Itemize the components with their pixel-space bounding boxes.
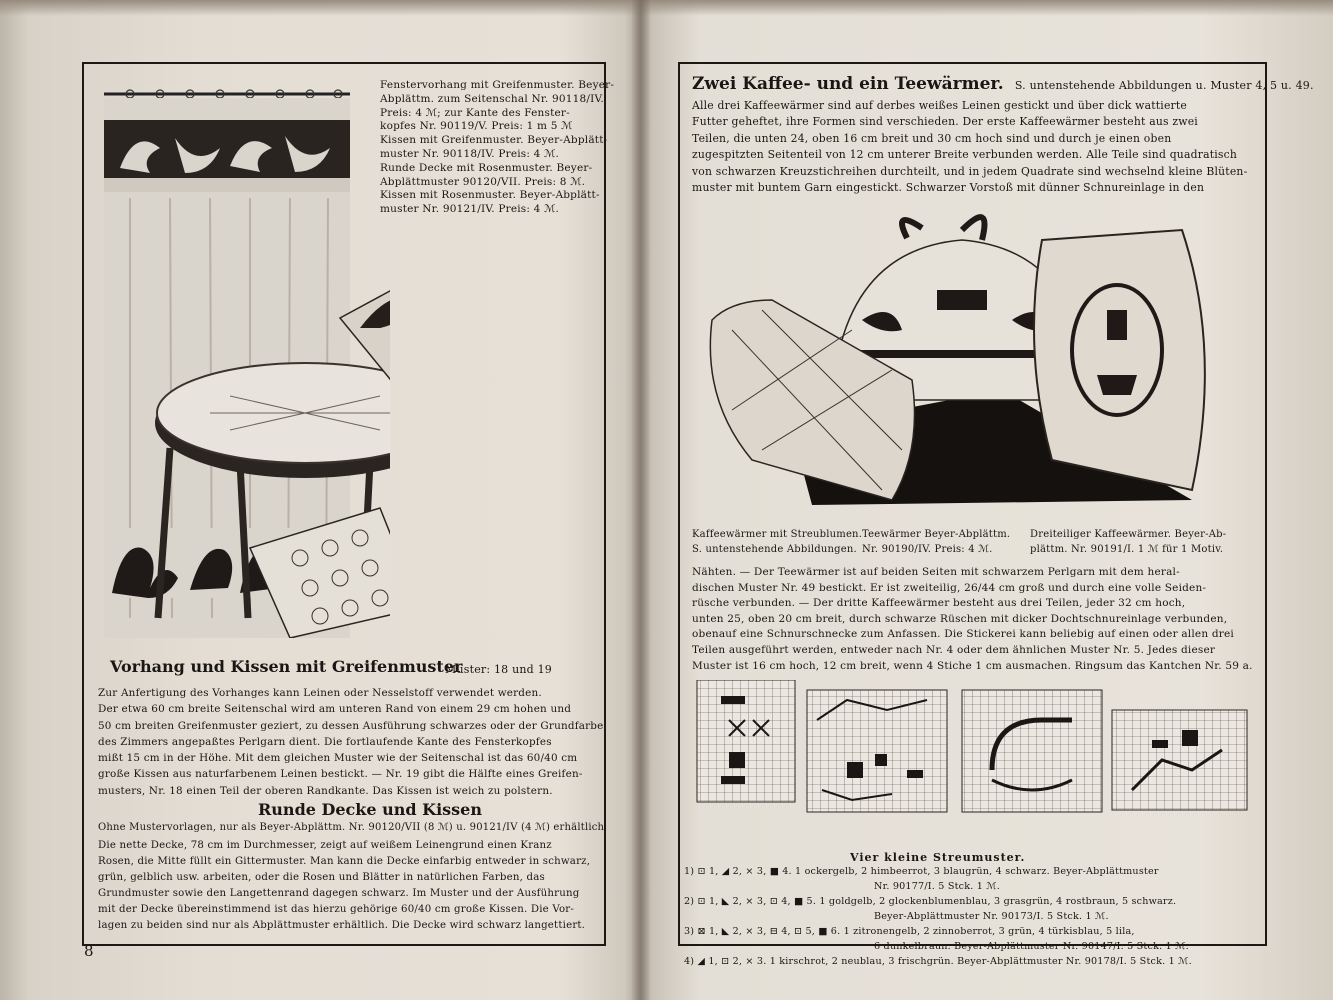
body-line: grün, gelblich usw. arbeiten, oder die Rosen und Blätter in natürlichen Farben, das	[98, 872, 545, 883]
body-line: Der etwa 60 cm breite Seitenschal wird am unteren Rand von einem 29 cm hohen und	[98, 703, 572, 716]
legend-line: 1) ⊡ 1, ◢ 2, × 3, ■ 4. 1 ockergelb, 2 himbeerrot, 3 blaugrün, 4 schwarz. Beyer-Abplättmuster	[684, 866, 1159, 877]
figure-caption	[1030, 527, 1226, 557]
right-headline-row	[692, 74, 1314, 94]
pattern-grid-2	[807, 690, 947, 812]
caption-line: muster Nr. 90118/IV. Preis: 4 ℳ.	[380, 147, 560, 160]
body-line: Grundmuster sowie den Langettenrand dagegen schwarz. Im Muster und der Ausführung	[98, 888, 580, 899]
body-line: Rosen, die Mitte füllt ein Gittermuster. Man kann die Decke einfarbig entweder in schwarz,	[98, 856, 591, 867]
body-line: obenauf eine Schnurschnecke zum Anfassen. Die Stickerei kann beliebig auf einen oder allen drei	[692, 628, 1234, 641]
pattern-grid-1	[697, 680, 795, 802]
pattern-grid-4	[1112, 710, 1247, 810]
body-line: muster mit buntem Garn eingestickt. Schwarzer Vorstoß mit dünner Schnureinlage in den	[692, 181, 1205, 195]
caption-line: kopfes Nr. 90119/V. Preis: 1 m 5 ℳ	[380, 120, 573, 133]
body-line: zugespitzten Seitenteil von 12 cm unterer Breite verbunden werden. Alle Teile sind quadratisch	[692, 148, 1238, 162]
body-line: dischen Muster Nr. 49 bestickt. Er ist zweiteilig, 26/44 cm groß und durch eine volle Seiden-	[692, 581, 1207, 594]
color-legend	[684, 864, 1259, 969]
body-line: mit der Decke übereinstimmend ist das hierzu gehörige 60/40 cm große Kissen. Die Vor-	[98, 904, 575, 915]
muster-reference: Muster: 18 und 19	[445, 663, 552, 676]
curtain-cushion-illustration	[100, 78, 390, 638]
body-line: musters, Nr. 18 einen Teil der oberen Randkante. Das Kissen ist weich zu polstern.	[98, 784, 553, 797]
caption-line: Kissen mit Rosenmuster. Beyer-Abplätt-	[380, 189, 600, 202]
body-line: große Kissen aus naturfarbenem Leinen bestickt. — Nr. 19 gibt die Hälfte eines Greifen-	[98, 768, 583, 781]
legend-line: 2) ⊡ 1, ◣ 2, × 3, ⊡ 4, ■ 5. 1 goldgelb, 2 glockenblumenblau, 3 grasgrün, 4 rostbraun, 5 schwarz.	[684, 896, 1177, 907]
streumuster-title: Vier kleine Streumuster.	[850, 851, 1026, 864]
book-gutter	[632, 0, 650, 1000]
intro-body	[692, 98, 1257, 196]
caption-line: Teewärmer Beyer-Abplättm.	[862, 529, 1011, 540]
section-heading: Vorhang und Kissen mit Greifenmuster	[110, 657, 463, 676]
body-line: Teilen, die unten 24, oben 16 cm breit und 30 cm hoch sind und durch je einen oben	[692, 131, 1172, 145]
body-line: Teilen ausgeführt werden, entweder nach Nr. 4 oder dem ähnlichen Muster Nr. 5. Jedes dieser	[692, 643, 1216, 656]
tea-cosy-illustration	[692, 200, 1254, 510]
caption-line: Nr. 90190/IV. Preis: 4 ℳ.	[862, 544, 993, 555]
body-line: Zur Anfertigung des Vorhanges kann Leinen oder Nesselstoff verwendet werden.	[98, 687, 542, 699]
body-line: rüsche verbunden. — Der dritte Kaffeewärmer besteht aus drei Teilen, jeder 32 cm hoch,	[692, 597, 1186, 610]
legend-line: 3) ⊠ 1, ◣ 2, × 3, ⊟ 4, ⊡ 5, ■ 6. 1 zitronengelb, 2 zinnoberrot, 3 grün, 4 türkisblau, 5 lila,	[684, 926, 1135, 937]
body-line: Alle drei Kaffeewärmer sind auf derbes weißes Leinen gestickt und über dick wattierte	[692, 99, 1188, 112]
body-line: Die nette Decke, 78 cm im Durchmesser, zeigt auf weißem Leinengrund einen Kranz	[98, 840, 552, 851]
caption-line: Fenstervorhang mit Greifenmuster. Beyer-	[380, 79, 615, 91]
section-body	[98, 685, 604, 799]
figure-caption	[862, 527, 1010, 557]
section-subtitle: Ohne Mustervorlagen, nur als Beyer-Abplättm. Nr. 90120/VII (8 ℳ) u. 90121/IV (4 ℳ) erhältlich	[98, 822, 605, 833]
headline-reference: S. untenstehende Abbildungen u. Muster 4, 5 u. 49.	[1014, 79, 1314, 92]
legend-line: 4) ◢ 1, ⊡ 2, × 3. 1 kirschrot, 2 neublau, 3 frischgrün. Beyer-Abplättmuster Nr. 90178/I. 5 Stck. 1 ℳ.	[684, 956, 1192, 967]
caption-line: plättm. Nr. 90191/I. 1 ℳ für 1 Motiv.	[1030, 544, 1224, 555]
caption-line: Preis: 4 ℳ; zur Kante des Fenster-	[380, 106, 570, 119]
body-line: mißt 15 cm in der Höhe. Mit dem gleichen Muster wie der Seitenschal ist das 60/40 cm	[98, 752, 578, 765]
caption-line: Runde Decke mit Rosenmuster. Beyer-	[380, 161, 593, 174]
body-line: unten 25, oben 20 cm breit, durch schwarze Rüschen mit dicker Dochtschnureinlage verbunden,	[692, 612, 1228, 625]
streumuster-grids	[692, 680, 1257, 840]
body-line: von schwarzen Kreuzstichreihen durchteilt, und in jedem Quadrate sind wechselnd kleine Blüten-	[692, 164, 1248, 178]
caption-line: muster Nr. 90121/IV. Preis: 4 ℳ.	[380, 203, 560, 216]
caption-line: S. untenstehende Abbildungen.	[692, 544, 857, 555]
section-body	[98, 838, 598, 934]
body-line: des Zimmers angepaßtes Perlgarn dient. Die fortlaufende Kante des Fensterkopfes	[98, 735, 552, 748]
caption-line: Kissen mit Greifenmuster. Beyer-Abplätt-	[380, 134, 608, 147]
caption-line: Abplättmuster 90120/VII. Preis: 8 ℳ.	[380, 175, 586, 188]
page-headline: Zwei Kaffee- und ein Teewärmer.	[692, 74, 1004, 94]
page-number: 8	[84, 942, 94, 960]
body-line: lagen zu beiden sind nur als Abplättmuster erhältlich. Die Decke wird schwarz langettiert.	[98, 920, 586, 931]
caption-line: Dreiteiliger Kaffeewärmer. Beyer-Ab-	[1030, 529, 1227, 540]
body-line: Muster ist 16 cm hoch, 12 cm breit, wenn 4 Stiche 1 cm ausmachen. Ringsum das Kantchen Nr. 59 a.	[692, 659, 1253, 672]
section-heading: Runde Decke und Kissen	[258, 800, 482, 819]
pattern-grid-3	[962, 690, 1102, 812]
legend-line: Nr. 90177/I. 5 Stck. 1 ℳ.	[874, 881, 1000, 892]
page-shadow	[0, 0, 1333, 16]
legend-line: Beyer-Abplättmuster Nr. 90173/I. 5 Stck. 1 ℳ.	[874, 911, 1109, 922]
body-line: Nähten. — Der Teewärmer ist auf beiden Seiten mit schwarzem Perlgarn mit dem heral-	[692, 566, 1180, 578]
body-line: Futter geheftet, ihre Formen sind verschieden. Der erste Kaffeewärmer besteht aus zwei	[692, 115, 1198, 129]
figure-caption	[692, 527, 862, 557]
middle-body	[692, 565, 1257, 674]
left-figure-caption	[380, 79, 615, 217]
caption-line: Kaffeewärmer mit Streublumen.	[692, 529, 863, 540]
body-line: 50 cm breiten Greifenmuster geziert, zu dessen Ausführung schwarzes oder der Grundfarbe	[98, 719, 604, 732]
legend-line: 6 dunkelbraun. Beyer-Abplättmuster Nr. 90147/I. 5 Stck. 1 ℳ.	[874, 941, 1189, 952]
caption-line: Abplättm. zum Seitenschal Nr. 90118/IV.	[380, 92, 604, 105]
